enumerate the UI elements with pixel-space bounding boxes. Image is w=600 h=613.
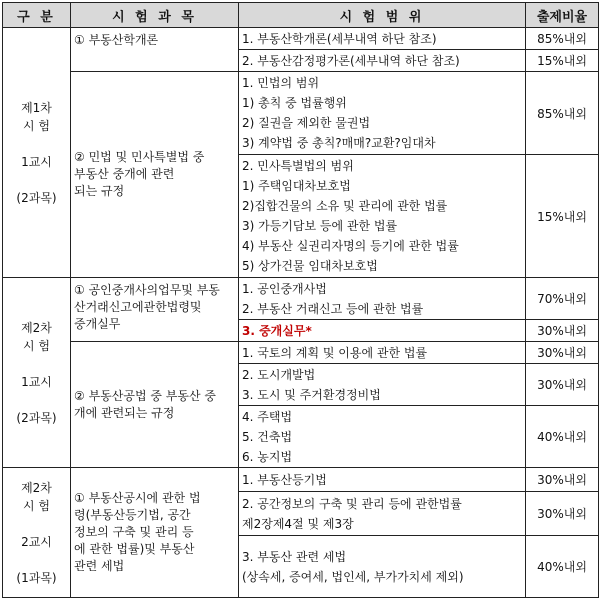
ratio-cell: 30%내외 bbox=[526, 320, 599, 342]
category-line: 제2차 bbox=[21, 480, 52, 495]
scope-line: 5) 상가건물 임대차보호법 bbox=[242, 259, 378, 273]
table-row bbox=[3, 342, 599, 364]
subject-cell bbox=[71, 28, 239, 72]
scope-line: 2. 도시개발법 bbox=[242, 367, 316, 382]
table-row bbox=[3, 28, 599, 50]
scope-line: 3. 도시 및 주거환경정비법 bbox=[242, 387, 381, 402]
ratio-cell: 15%내외 bbox=[526, 50, 599, 72]
scope-cell bbox=[239, 72, 526, 155]
scope-line: 4) 부동산 실권리자명의 등기에 관한 법률 bbox=[242, 239, 459, 253]
scope-line: 1. 민법의 범위 bbox=[242, 76, 320, 90]
subject-label: 령(부동산등기법, 공간 bbox=[74, 508, 191, 522]
scope-line: 3) 계약법 중 총칙?매매?교환?임대차 bbox=[242, 136, 436, 150]
category-line: (1과목) bbox=[16, 570, 57, 585]
subject-cell bbox=[71, 342, 239, 468]
scope-line: 3. 부동산 관련 세법 bbox=[242, 549, 347, 564]
subject-label: ② 민법 및 민사특별법 중 bbox=[74, 150, 205, 164]
ratio-cell: 70%내외 bbox=[526, 278, 599, 320]
ratio-cell: 85%내외 bbox=[526, 28, 599, 50]
exam-scope-table bbox=[2, 2, 599, 598]
subject-label: 되는 규정 bbox=[74, 184, 125, 198]
category-line: 제2차 bbox=[21, 320, 52, 335]
scope-line: 2. 민사특별법의 범위 bbox=[242, 159, 354, 173]
scope-line: 1. 공인중개사법 bbox=[242, 281, 327, 296]
category-line: (2과목) bbox=[16, 190, 57, 205]
category-line: 1교시 bbox=[21, 154, 52, 169]
ratio-cell: 30%내외 bbox=[526, 468, 599, 492]
category-line: 시 험 bbox=[23, 498, 50, 513]
table-row bbox=[3, 278, 599, 320]
scope-cell bbox=[239, 320, 526, 342]
scope-line: 6. 농지법 bbox=[242, 449, 293, 464]
subject-label: 정보의 구축 및 관리 등 bbox=[74, 525, 194, 539]
scope-cell bbox=[239, 155, 526, 278]
scope-cell bbox=[239, 364, 526, 406]
scope-line: 2) 질권을 제외한 물권법 bbox=[242, 116, 371, 130]
scope-cell bbox=[239, 468, 526, 492]
scope-cell bbox=[239, 536, 526, 598]
category-line: 2교시 bbox=[21, 534, 52, 549]
subject-label: 에 관한 법률)및 부동산 bbox=[74, 542, 195, 556]
header-ratio: 출제비율 bbox=[526, 3, 599, 28]
ratio-cell: 40%내외 bbox=[526, 536, 599, 598]
scope-cell bbox=[239, 50, 526, 72]
subject-label: 개에 관련되는 규정 bbox=[74, 405, 175, 420]
category-line: (2과목) bbox=[16, 410, 57, 425]
scope-cell bbox=[239, 406, 526, 468]
exam-scope-table-container bbox=[2, 2, 598, 611]
scope-line: 제2장제4절 및 제3장 bbox=[242, 516, 354, 531]
category-line: 시 험 bbox=[23, 338, 50, 353]
header-scope: 시 험 범 위 bbox=[239, 3, 526, 28]
scope-line: 1. 부동산학개론(세부내역 하단 참조) bbox=[242, 31, 437, 46]
scope-line: 5. 건축법 bbox=[242, 429, 293, 444]
subject-cell bbox=[71, 468, 239, 598]
category-line: 1교시 bbox=[21, 374, 52, 389]
scope-line: 4. 주택법 bbox=[242, 409, 293, 424]
ratio-cell: 85%내외 bbox=[526, 72, 599, 155]
scope-cell bbox=[239, 492, 526, 536]
subject-label: 부동산 중개에 관련 bbox=[74, 167, 175, 181]
subject-cell bbox=[71, 72, 239, 278]
category-cell bbox=[3, 468, 71, 598]
scope-line: 2)집합건물의 소유 및 관리에 관한 법률 bbox=[242, 199, 448, 213]
scope-cell bbox=[239, 278, 526, 320]
category-line: 시 험 bbox=[23, 118, 50, 133]
scope-cell bbox=[239, 342, 526, 364]
subject-cell bbox=[71, 278, 239, 342]
subject-label: ① 공인중개사의업무및 부동 bbox=[74, 283, 220, 297]
subject-label: ① 부동산공시에 관한 법 bbox=[74, 491, 201, 505]
scope-line: 2. 부동산감정평가론(세부내역 하단 참조) bbox=[242, 53, 460, 68]
subject-label: 산거래신고에관한법령및 bbox=[74, 300, 202, 314]
table-row bbox=[3, 468, 599, 492]
scope-line: (상속세, 증여세, 법인세, 부가가치세 제외) bbox=[242, 569, 464, 584]
header-row bbox=[3, 3, 599, 28]
header-subject: 시 험 과 목 bbox=[71, 3, 239, 28]
header-category: 구 분 bbox=[3, 3, 71, 28]
subject-label: 관련 세법 bbox=[74, 559, 125, 573]
ratio-cell: 40%내외 bbox=[526, 406, 599, 468]
category-cell bbox=[3, 278, 71, 468]
scope-line: 1) 총칙 중 법률행위 bbox=[242, 96, 347, 110]
subject-label: 중개실무 bbox=[74, 317, 121, 331]
scope-line: 1. 국토의 계획 및 이용에 관한 법률 bbox=[242, 345, 428, 360]
scope-line: 2. 부동산 거래신고 등에 관한 법률 bbox=[242, 301, 424, 316]
table-row bbox=[3, 72, 599, 155]
scope-line: 3) 가등기담보 등에 관한 법률 bbox=[242, 219, 398, 233]
scope-line: 1. 부동산등기법 bbox=[242, 472, 327, 487]
subject-label: ② 부동산공법 중 부동산 중 bbox=[74, 388, 216, 403]
ratio-cell: 30%내외 bbox=[526, 342, 599, 364]
category-cell bbox=[3, 28, 71, 278]
ratio-cell: 30%내외 bbox=[526, 364, 599, 406]
scope-line-highlight: 3. 중개실무* bbox=[242, 323, 312, 338]
ratio-cell: 30%내외 bbox=[526, 492, 599, 536]
category-line: 제1차 bbox=[21, 100, 52, 115]
scope-line: 2. 공간정보의 구축 및 관리 등에 관한법률 bbox=[242, 496, 462, 511]
ratio-cell: 15%내외 bbox=[526, 155, 599, 278]
subject-label: ① 부동산학개론 bbox=[74, 33, 159, 47]
scope-line: 1) 주택임대차보호법 bbox=[242, 179, 351, 193]
scope-cell bbox=[239, 28, 526, 50]
